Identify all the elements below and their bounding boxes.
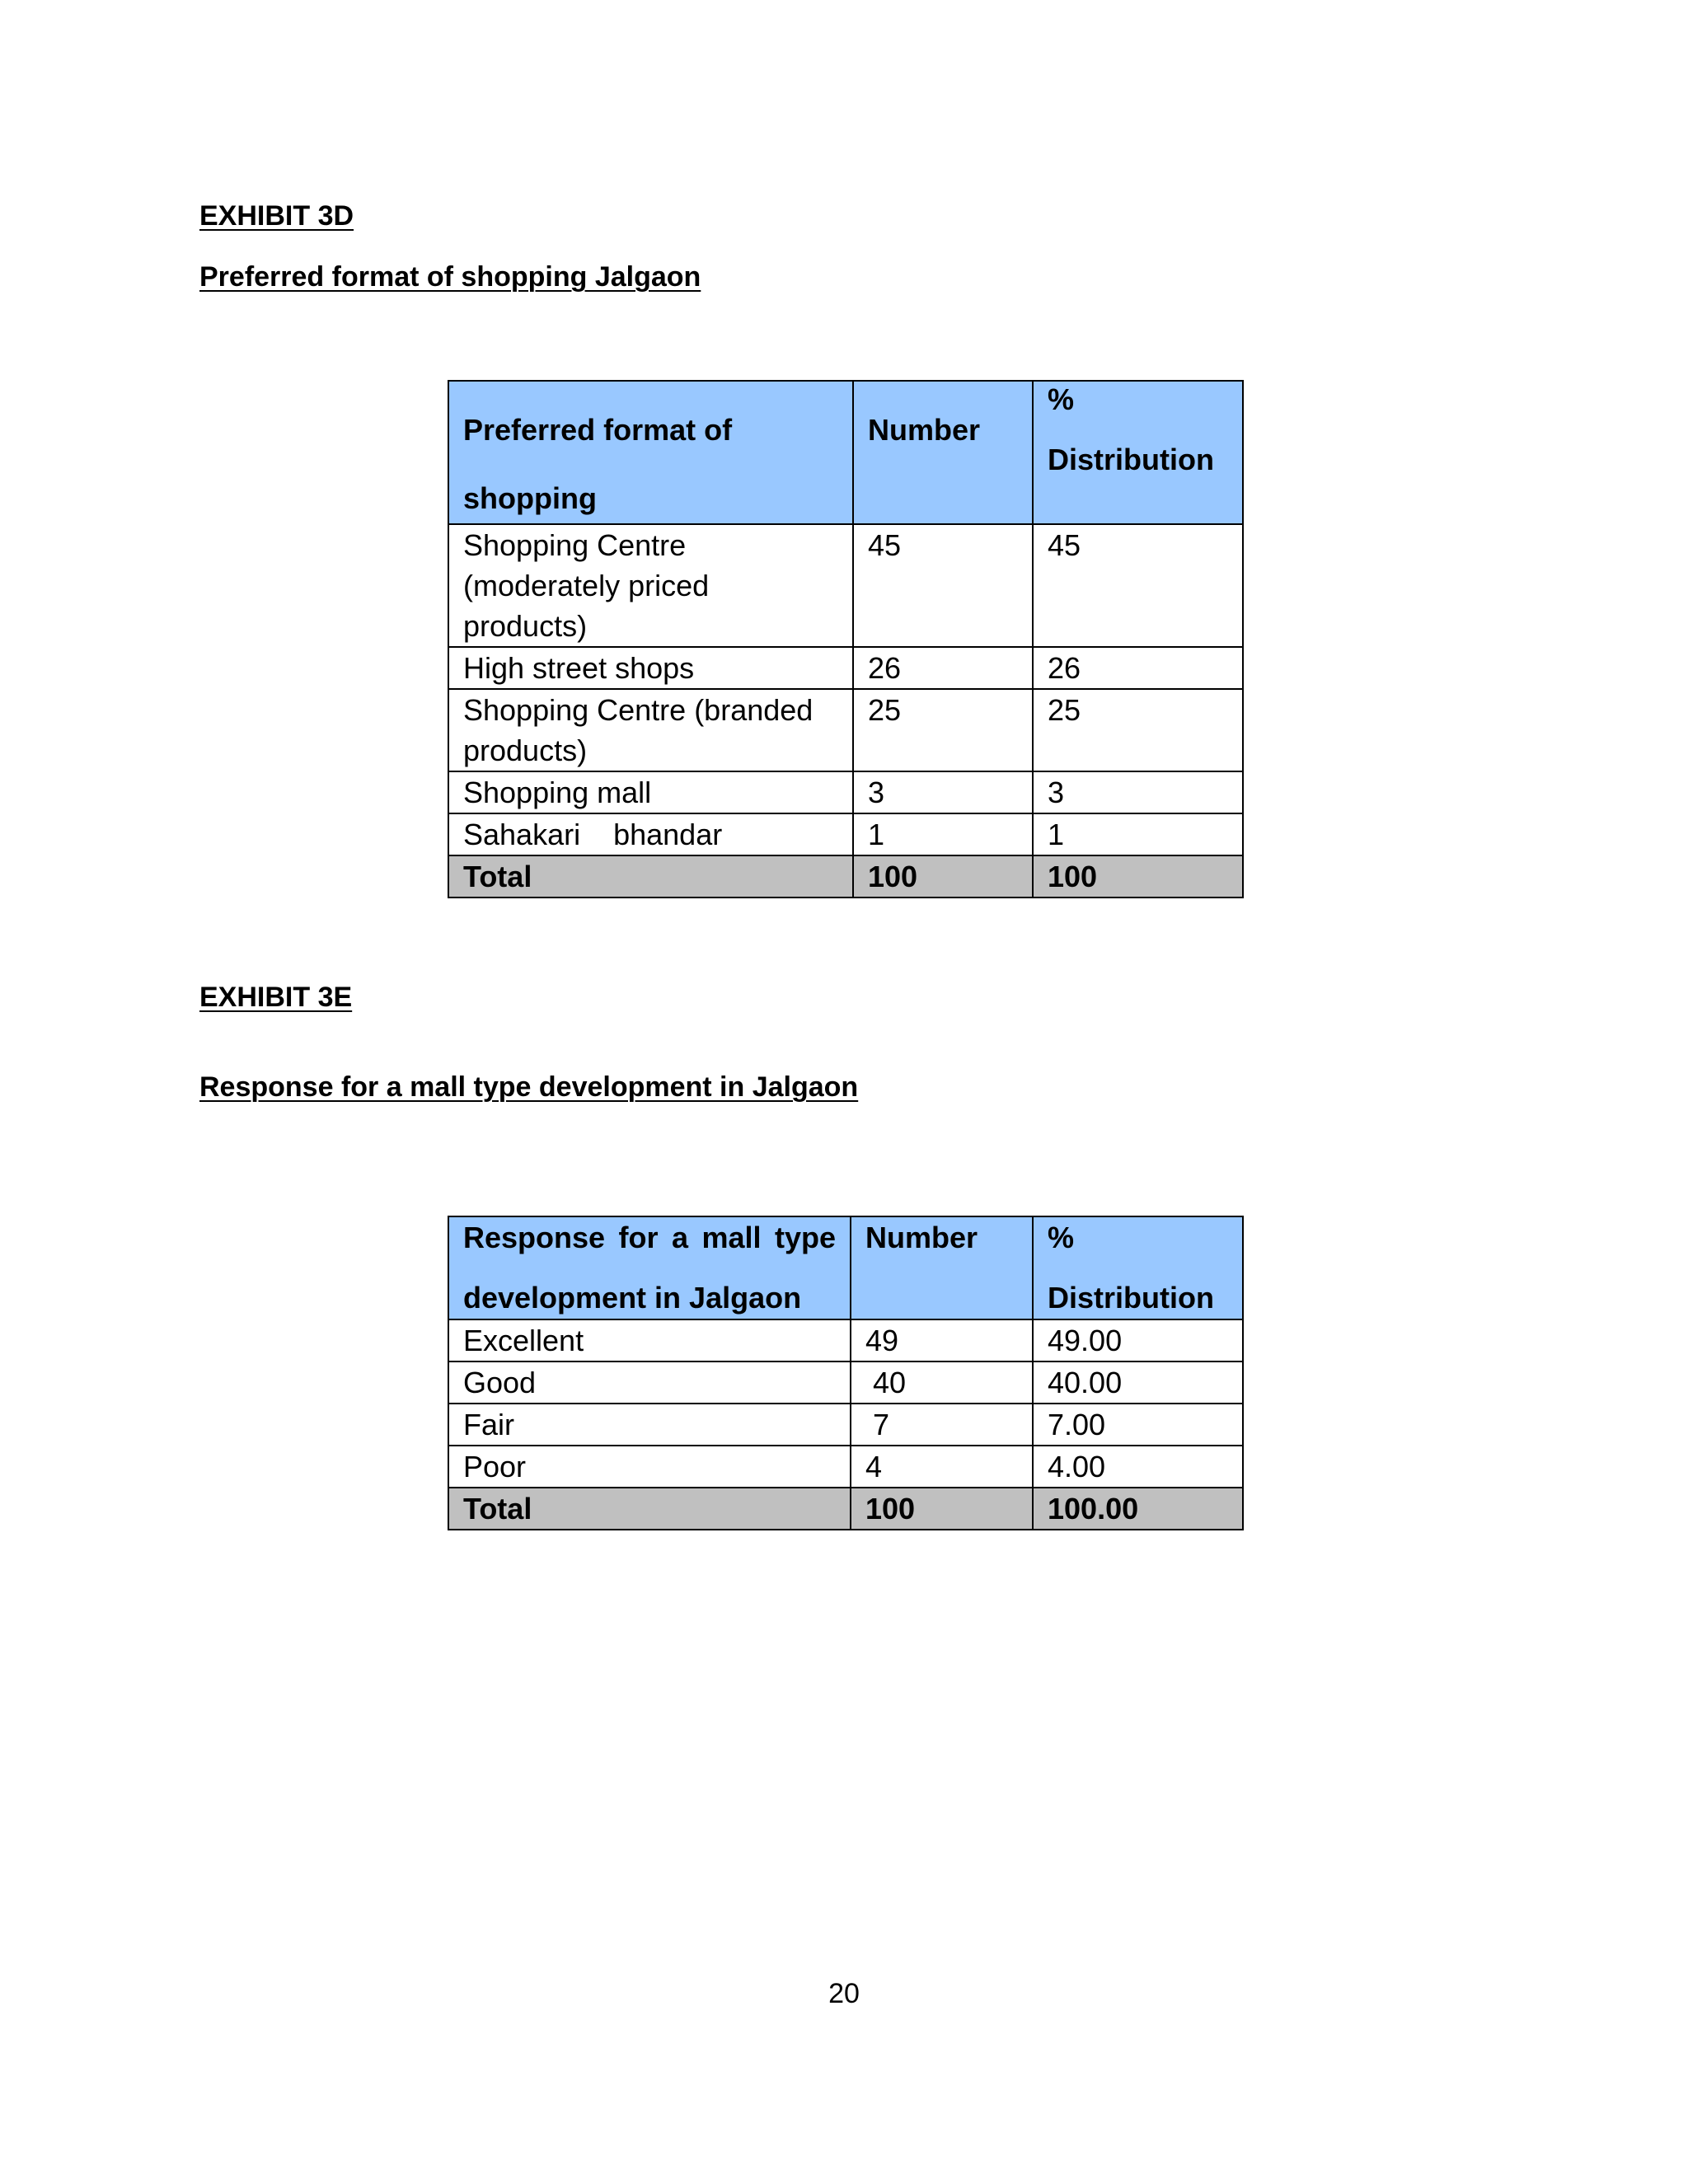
table-row [448,689,1243,771]
row-distribution: 4.00 [1033,1446,1243,1488]
header-response-line1 [463,1217,836,1258]
row-label: Shopping mall [448,771,853,813]
table-row [448,771,1243,813]
row-number: 40 [851,1361,1033,1404]
table-row [448,1404,1243,1446]
header-distribution-line1: % [1048,382,1075,416]
table-header-row [448,1216,1243,1319]
row-number: 4 [851,1446,1033,1488]
header-distribution [1033,381,1243,524]
exhibit-3e-label: EXHIBIT 3E [199,982,353,1013]
total-distribution: 100 [1033,855,1243,898]
row-label: Shopping Centre (branded products) [448,689,853,771]
table-header-row [448,381,1243,524]
row-label: Sahakari bhandar [448,813,853,855]
header-response-word: mall [701,1221,762,1254]
table-row [448,524,1243,647]
header-number [853,381,1033,524]
header-number-text: Number [868,413,981,447]
total-row [448,855,1243,898]
total-label: Total [448,1488,851,1530]
exhibit-3d-label: EXHIBIT 3D [199,200,354,232]
header-distribution-line1: % [1048,1221,1075,1254]
row-label: Good [448,1361,851,1404]
row-number: 26 [853,647,1033,689]
row-label: Excellent [448,1319,851,1361]
exhibit-3e-title: Response for a mall type development in Jalgaon [199,1071,859,1103]
header-response-word: a [671,1221,688,1254]
row-label: Poor [448,1446,851,1488]
row-label: High street shops [448,647,853,689]
row-number: 45 [853,524,1033,647]
row-distribution: 25 [1033,689,1243,771]
row-number: 1 [853,813,1033,855]
table-row [448,1319,1243,1361]
row-number: 25 [853,689,1033,771]
row-distribution: 45 [1033,524,1243,647]
header-format [448,381,853,524]
row-distribution: 3 [1033,771,1243,813]
header-distribution-line2: Distribution [1048,443,1214,476]
row-distribution: 7.00 [1033,1404,1243,1446]
header-response-word: Response [463,1221,606,1254]
header-format-line2: shopping [463,481,597,515]
row-distribution: 49.00 [1033,1319,1243,1361]
total-number: 100 [851,1488,1033,1530]
total-distribution: 100.00 [1033,1488,1243,1530]
page-number: 20 [828,1978,860,2009]
table-row [448,813,1243,855]
exhibit-3d-table [448,380,1244,898]
row-number: 3 [853,771,1033,813]
table-row [448,647,1243,689]
total-number: 100 [853,855,1033,898]
exhibit-3e-table [448,1216,1244,1530]
row-distribution: 1 [1033,813,1243,855]
row-distribution: 26 [1033,647,1243,689]
table-row [448,1361,1243,1404]
table-row [448,1446,1243,1488]
header-response-word: for [618,1221,659,1254]
header-number [851,1216,1033,1319]
row-distribution: 40.00 [1033,1361,1243,1404]
row-number: 7 [851,1404,1033,1446]
total-label: Total [448,855,853,898]
header-response-word: type [774,1221,836,1254]
header-number-text: Number [865,1221,978,1254]
total-row [448,1488,1243,1530]
header-distribution-line2: Distribution [1048,1281,1214,1315]
row-label: Shopping Centre (moderately priced products) [448,524,853,647]
header-response [448,1216,851,1319]
row-number: 49 [851,1319,1033,1361]
row-label: Fair [448,1404,851,1446]
header-response-line2: development in Jalgaon [463,1281,802,1315]
header-format-line1: Preferred format of [463,413,733,447]
exhibit-3d-title: Preferred format of shopping Jalgaon [199,261,701,293]
header-distribution [1033,1216,1243,1319]
